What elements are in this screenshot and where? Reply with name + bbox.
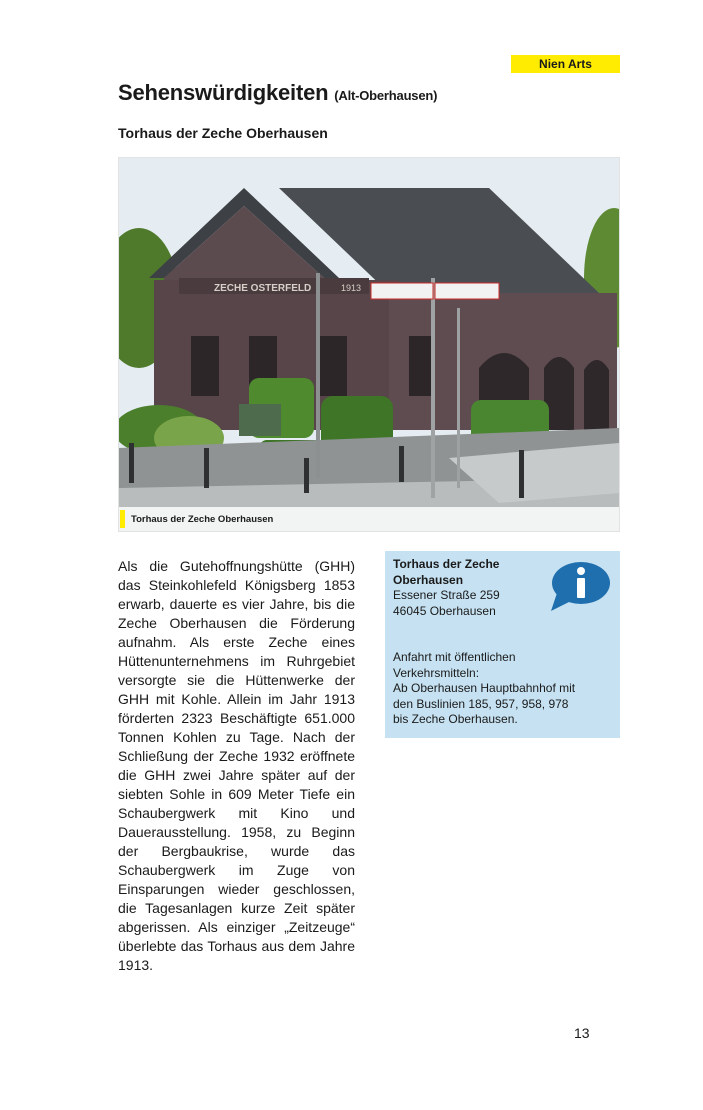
info-transit [393, 650, 612, 728]
info-transit-line: Anfahrt mit öffentlichen [393, 650, 516, 664]
photo-caption-bar [119, 507, 619, 531]
building-year-text: 1913 [341, 283, 362, 293]
page-title-suffix: (Alt-Oberhausen) [334, 88, 438, 103]
info-city: 46045 Oberhausen [393, 603, 496, 618]
section-tag: Nien Arts [511, 55, 620, 73]
torhaus-photo-illustration [119, 158, 619, 531]
building-sign-text: ZECHE OSTERFELD [214, 283, 312, 294]
info-speech-bubble-icon [547, 561, 611, 613]
info-location-name: Torhaus der Zeche Oberhausen [393, 557, 500, 587]
page-number: 13 [574, 1025, 590, 1041]
section-subheading: Torhaus der Zeche Oberhausen [118, 125, 328, 141]
info-transit-line: Ab Oberhausen Hauptbahnhof mit [393, 681, 576, 695]
torhaus-photo [118, 157, 620, 532]
article-body: Als die Gutehoffnungshütte (GHH) das Steinkohlefeld Königsberg 1853 erwarb, dauerte es vier Jahre, bis die Zeche Oberhausen die Förderung aufnahm. Als erste Zeche eines Hüttenunternehmens im Ruhrgebiet versorgte sie die Hüttenwerke der GHH mit Kohle. Allein im Jahr 1913 förderten 2323 Beschäftigte 651.000 Tonnen Kohlen zu Tage. Nach der Schließung der Zeche 1932 eröffnete die GHH zwei Jahre später auf der siebten Sohle in 609 Meter Tiefe ein Schaubergwerk mit Kino und Dauerausstellung. 1958, zu Beginn der Bergbaukrise, wurde das Schaubergwerk im Zuge von Einsparungen wieder geschlossen, die Tagesanlagen kurze Zeit später abgerissen. Als einziger „Zeitzeuge“ überlebte das Torhaus aus dem Jahre 1913. [118, 558, 355, 973]
page-title-main: Sehenswürdigkeiten [118, 80, 329, 105]
info-box [385, 551, 620, 738]
info-transit-line: den Buslinien 185, 957, 958, 978 [393, 696, 569, 711]
info-transit-line: bis Zeche Oberhausen. [393, 712, 518, 726]
info-street: Essener Straße 259 [393, 588, 500, 602]
photo-caption: Torhaus der Zeche Oberhausen [131, 513, 274, 525]
page-title [118, 80, 437, 106]
caption-accent-mark [120, 510, 125, 528]
info-transit-line: Verkehrsmitteln: [393, 665, 480, 680]
